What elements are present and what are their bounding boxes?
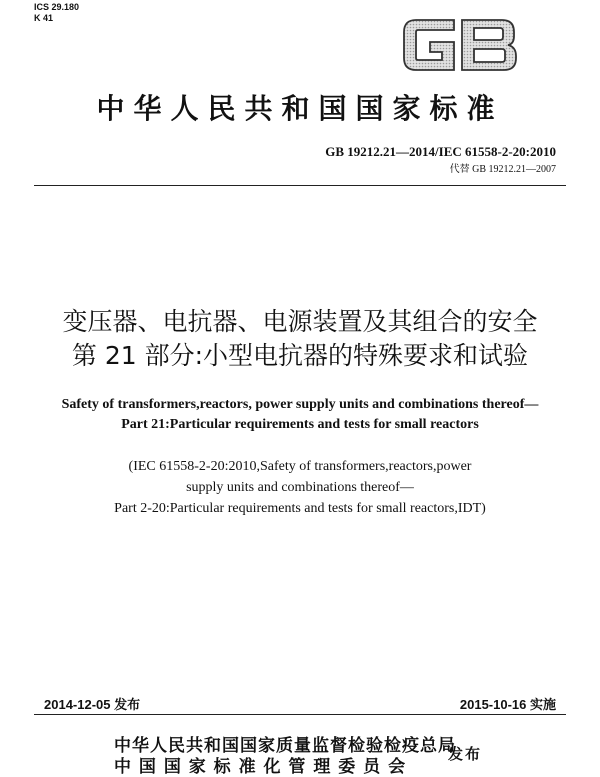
title-cn-line2: 第 21 部分:小型电抗器的特殊要求和试验 [71, 341, 529, 370]
issuer-sac: 中 国 国 家 标 准 化 管 理 委 员 会 [114, 757, 407, 777]
gb-logo [400, 14, 520, 76]
standard-number: GB 19212.21—2014/IEC 61558-2-20:2010 [325, 144, 556, 159]
ics-code: ICS 29.180 [34, 2, 80, 12]
title-en-line1: Safety of transformers,reactors, power supply units and combinations thereof— [61, 397, 539, 412]
title-en-line2: Part 21:Particular requirements and tests for small reactors [121, 417, 479, 432]
ccs-code: K 41 [34, 13, 54, 23]
title-cn-line1: 变压器、电抗器、电源装置及其组合的安全 [62, 307, 538, 336]
issue-date: 2014-12-05 发布 [44, 697, 141, 712]
iec-ref-line1: (IEC 61558-2-20:2010,Safety of transformers,reactors,power [128, 459, 472, 474]
issuer-aqsiq: 中华人民共和国国家质量监督检验检疫总局 [114, 736, 456, 756]
ics-code-block [34, 2, 79, 24]
iec-ref-line3: Part 2-20:Particular requirements and tests for small reactors,IDT) [114, 501, 486, 516]
header-divider [34, 185, 566, 186]
effective-date: 2015-10-16 实施 [459, 697, 556, 712]
footer-divider [34, 714, 566, 715]
publish-label: 发布 [448, 745, 483, 763]
replaces-note: 代替 GB 19212.21—2007 [449, 164, 556, 175]
standard-org-title: 中华人民共和国国家标准 [96, 92, 504, 125]
iec-ref-line2: supply units and combinations thereof— [186, 480, 414, 495]
